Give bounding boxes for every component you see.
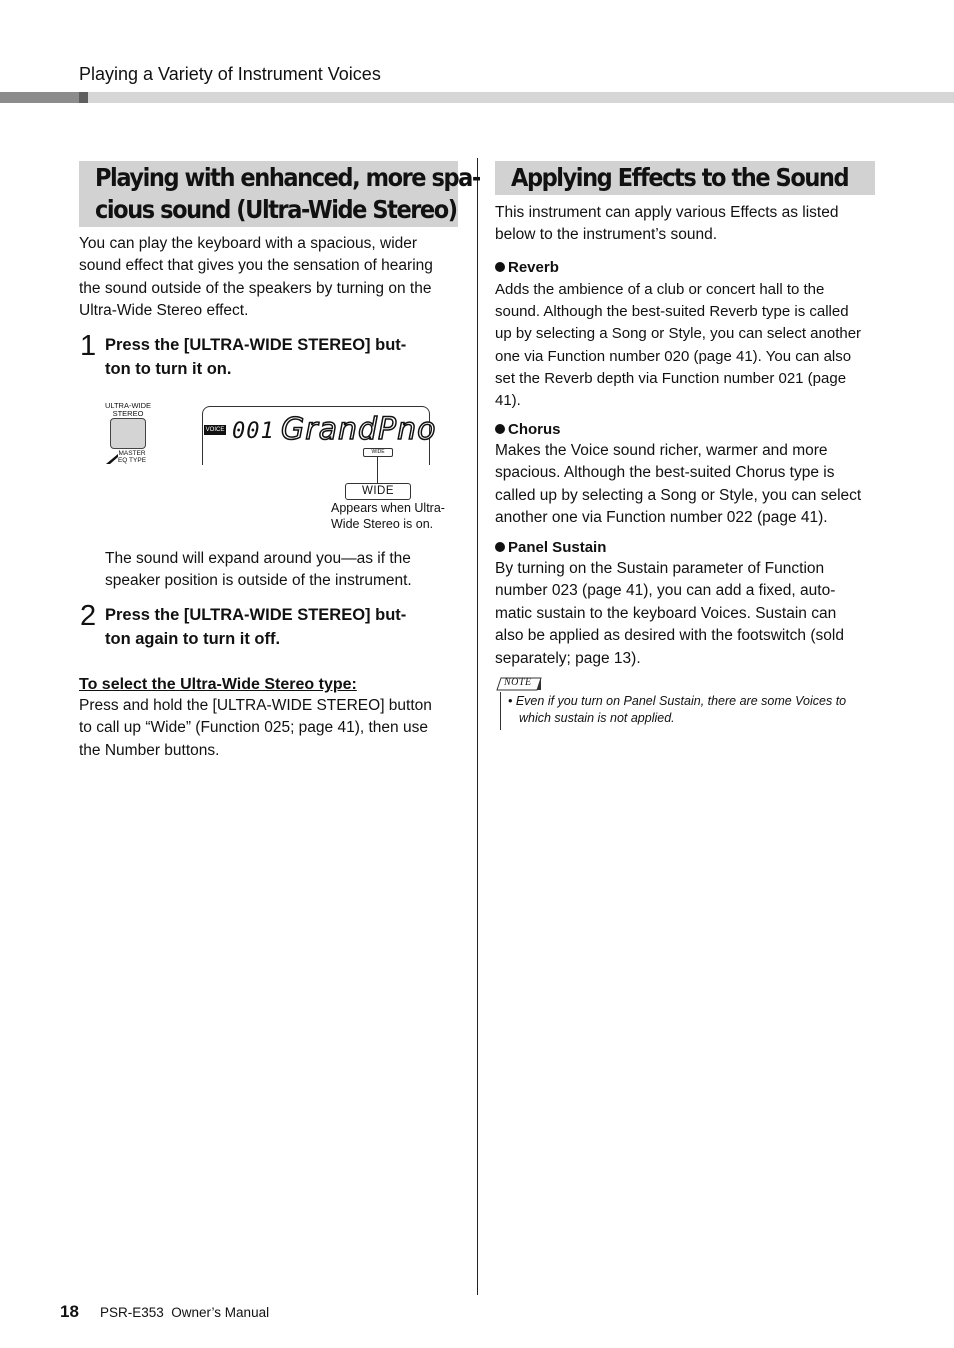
- running-header: Playing a Variety of Instrument Voices: [79, 64, 381, 84]
- step-1-result: [105, 548, 465, 593]
- manual-title: PSR-E353 Owner’s Manual: [100, 1305, 270, 1320]
- sustain-line: also be applied as desired with the footswitch (sold: [495, 627, 844, 645]
- chorus-line: spacious. Although the best-suited Chorus type is: [495, 464, 835, 482]
- reverb-title: Reverb: [508, 259, 559, 276]
- intro-line: You can play the keyboard with a spacious, wider: [79, 235, 418, 252]
- chorus-line: Makes the Voice sound richer, warmer and more: [495, 442, 828, 459]
- step-1-number: 1: [80, 330, 97, 362]
- ultra-wide-heading-line1: Playing with enhanced, more spa-: [95, 163, 480, 192]
- step-2-number: 2: [80, 600, 97, 632]
- button-label-bottom: [114, 451, 150, 464]
- reverb-line: 41).: [495, 392, 521, 410]
- reverb-heading: [495, 259, 559, 276]
- note-line: • Even if you turn on Panel Sustain, there are some Voices to: [508, 694, 847, 708]
- note-text: [508, 693, 878, 726]
- intro-line: sound effect that gives you the sensation of hearing: [79, 257, 433, 275]
- sustain-title: Panel Sustain: [508, 539, 607, 556]
- reverb-line: one via Function number 020 (page 41). You can also: [495, 347, 852, 365]
- ultra-wide-intro: [79, 233, 459, 323]
- bullet-dot-icon: [495, 424, 505, 434]
- result-line: The sound will expand around you—as if the: [105, 550, 411, 567]
- chorus-line: called up by selecting a Song or Style, you can select: [495, 486, 862, 504]
- button-label-line: MASTER: [118, 450, 146, 457]
- button-label-line: STEREO: [112, 409, 144, 418]
- select-line: the Number buttons.: [79, 741, 220, 759]
- step-2-line: ton again to turn it off.: [105, 630, 281, 648]
- reverb-line: sound. Although the best-suited Reverb type is called: [495, 303, 849, 321]
- chorus-line: another one via Function number 022 (page 41).: [495, 509, 828, 527]
- result-line: speaker position is outside of the instrument.: [105, 572, 412, 590]
- reverb-text: [495, 279, 880, 412]
- voice-badge: VOICE: [205, 427, 225, 433]
- lcd-voice-name: GrandPno: [281, 412, 437, 447]
- note-bar: [500, 692, 501, 730]
- intro-line: Ultra-Wide Stereo effect.: [79, 302, 249, 320]
- reverb-line: up by selecting a Song or Style, you can select another: [495, 325, 862, 343]
- sustain-heading: [495, 539, 606, 556]
- lcd-voice-number: 001: [232, 419, 275, 444]
- intro-line: This instrument can apply various Effects as listed: [495, 204, 839, 221]
- callout-leader-line: [377, 456, 378, 483]
- chorus-title: Chorus: [508, 421, 561, 438]
- reverb-line: Adds the ambience of a club or concert hall to the: [495, 281, 825, 298]
- note-label-icon: [496, 677, 540, 689]
- header-rule-light: [88, 92, 954, 103]
- step-2-line: Press the [ULTRA-WIDE STEREO] but-: [105, 606, 407, 624]
- header-rule-dark: [0, 92, 88, 103]
- column-divider: [477, 158, 478, 1295]
- sustain-text: [495, 558, 880, 670]
- step-1-line: Press the [ULTRA-WIDE STEREO] but-: [105, 336, 407, 354]
- caption-line: Wide Stereo is on.: [331, 516, 434, 531]
- wide-indicator-callout: WIDE: [345, 483, 411, 500]
- chorus-heading: [495, 421, 561, 438]
- bullet-dot-icon: [495, 542, 505, 552]
- reverb-line: set the Reverb depth via Function number 021 (page: [495, 369, 847, 387]
- ultra-wide-stereo-button: [110, 418, 146, 449]
- caption-line: Appears when Ultra-: [331, 501, 445, 515]
- select-type-heading: To select the Ultra-Wide Stereo type:: [79, 676, 357, 693]
- sustain-line: separately; page 13).: [495, 649, 641, 667]
- step-1-text: [105, 333, 465, 381]
- header-rule-notch: [79, 92, 88, 103]
- effects-heading: Applying Effects to the Sound: [511, 163, 849, 192]
- intro-line: the sound outside of the speakers by turning on the: [79, 279, 432, 297]
- bullet-dot-icon: [495, 262, 505, 272]
- lcd-wide-indicator: WIDE: [363, 448, 393, 457]
- note-label-text: NOTE: [504, 677, 532, 688]
- select-type-text: [79, 695, 459, 762]
- step-2-text: [105, 603, 465, 651]
- ultra-wide-heading-line2: cious sound (Ultra-Wide Stereo): [95, 195, 457, 224]
- sustain-line: number 023 (page 41), you can add a fixed, auto-: [495, 582, 836, 600]
- sustain-line: matic sustain to the keyboard Voices. Sustain can: [495, 604, 837, 622]
- intro-line: below to the instrument’s sound.: [495, 226, 718, 244]
- effects-intro: [495, 202, 875, 247]
- select-line: Press and hold the [ULTRA-WIDE STEREO] button: [79, 697, 432, 714]
- button-label-line: ULTRA-WIDE: [104, 401, 152, 410]
- select-line: to call up “Wide” (Function 025; page 41), then use: [79, 719, 428, 737]
- page-number: 18: [60, 1302, 79, 1321]
- button-label-top: [100, 402, 156, 418]
- sustain-line: By turning on the Sustain parameter of Function: [495, 560, 825, 577]
- illustration-caption: [331, 501, 461, 532]
- chorus-text: [495, 440, 880, 530]
- step-1-line: ton to turn it on.: [105, 360, 232, 378]
- note-line: which sustain is not applied.: [519, 710, 675, 725]
- button-label-line: EQ TYPE: [117, 456, 147, 464]
